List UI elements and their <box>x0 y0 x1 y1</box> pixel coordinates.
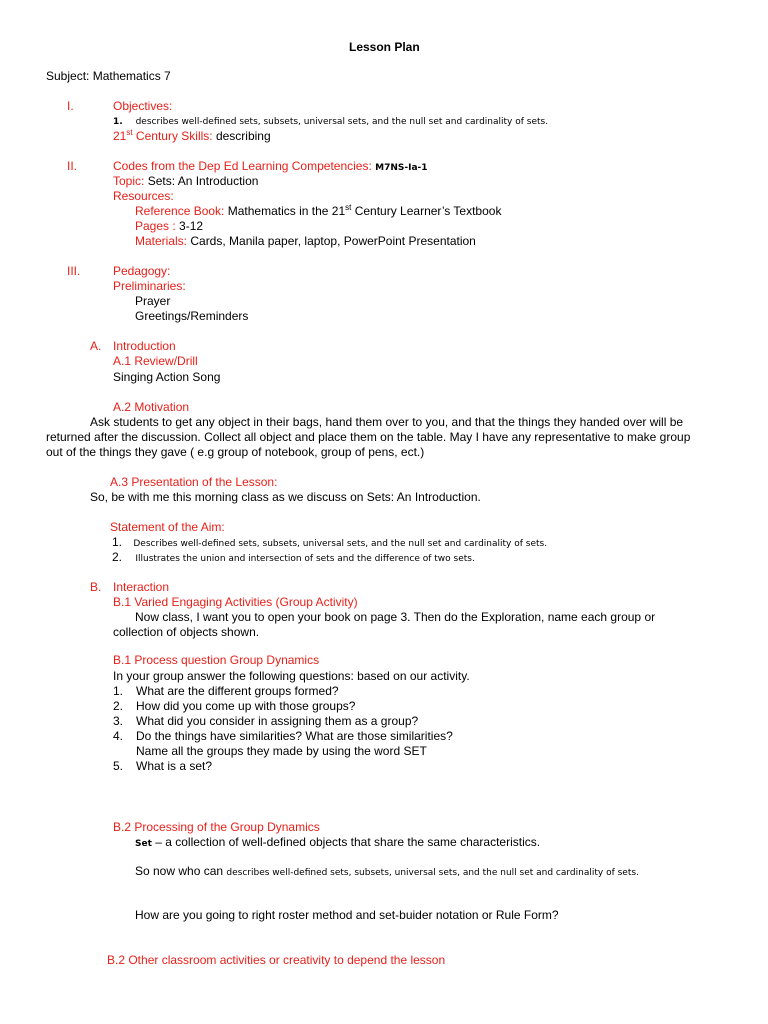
reference-label: Reference Book: <box>135 204 225 218</box>
topic-line <box>113 174 258 189</box>
question-text: What are the different groups formed? <box>136 684 339 698</box>
skills-number: 21 <box>113 129 127 143</box>
aim-1-text: Describes well-defined sets, subsets, universal sets, and the null set and cardinality of sets. <box>133 539 548 549</box>
part-a-letter: A. <box>90 339 102 353</box>
materials-line <box>135 234 476 249</box>
motivation-line-2: returned after the discussion. Collect all object and place them on the table. May I have any representative to make group <box>46 430 691 444</box>
other-activities-heading: B.2 Other classroom activities or creativity to depend the lesson <box>107 953 446 967</box>
presentation-heading: A.3 Presentation of the Lesson: <box>110 475 278 489</box>
presentation-text: So, be with me this morning class as we discuss on Sets: An Introduction. <box>90 490 481 504</box>
objective-1 <box>113 115 548 130</box>
reference-sup: st <box>345 203 352 212</box>
activity-line-2: collection of objects shown. <box>113 625 260 639</box>
reference-value: Mathematics in the 21 <box>224 204 346 218</box>
aim-item-2 <box>112 550 475 567</box>
topic-label: Topic: <box>113 174 145 188</box>
aim-1-number: 1. <box>112 535 123 549</box>
question-number: 5. <box>113 759 124 773</box>
so-now-line <box>135 864 639 881</box>
process-question-heading: B.1 Process question Group Dynamics <box>113 653 320 667</box>
question-number: 3. <box>113 714 124 728</box>
question-3 <box>113 714 419 729</box>
activity-line-1: Now class, I want you to open your book on page 3. Then do the Exploration, name each group or <box>135 610 656 624</box>
section-1-number: I. <box>67 99 74 113</box>
pages-label: Pages : <box>135 219 176 233</box>
century-skills <box>113 129 271 144</box>
question-2 <box>113 699 356 714</box>
resources-label: Resources: <box>113 189 174 203</box>
introduction-heading: Introduction <box>113 339 176 353</box>
question-text: How did you come up with those groups? <box>136 699 356 713</box>
motivation-line-1: Ask students to get any object in their bags, hand them over to you, and that the things they handed over will be <box>90 415 684 429</box>
objective-1-number: 1. <box>113 117 123 127</box>
pages-line <box>135 219 203 234</box>
question-number: 1. <box>113 684 124 698</box>
question-1 <box>113 684 339 699</box>
motivation-line-3: out of the things they gave ( e.g group of notebook, group of pens, ect.) <box>46 445 425 459</box>
codes-heading: Codes from the Dep Ed Learning Competencies: <box>113 159 372 173</box>
roster-question: How are you going to right roster method and set-buider notation or Rule Form? <box>135 908 559 922</box>
greetings-item: Greetings/Reminders <box>135 309 249 323</box>
skills-sup: st <box>126 128 133 137</box>
set-term: Set <box>135 839 152 849</box>
section-2-number: II. <box>67 159 78 173</box>
review-drill-text: Singing Action Song <box>113 370 221 384</box>
question-text: Do the things have similarities? What are those similarities? <box>136 729 453 743</box>
set-definition <box>135 835 540 852</box>
preliminaries-label: Preliminaries: <box>113 279 186 293</box>
aim-2-number: 2. <box>112 550 123 564</box>
objectives-heading: Objectives: <box>113 99 173 113</box>
motivation-heading: A.2 Motivation <box>113 400 190 414</box>
part-b-letter: B. <box>90 580 102 594</box>
so-now-objective: describes well-defined sets, subsets, universal sets, and the null set and cardinality of sets. <box>226 868 639 878</box>
aim-2-text: Illustrates the union and intersection of sets and the difference of two sets. <box>135 554 475 564</box>
so-now-text: So now who can <box>135 864 224 878</box>
topic-value: Sets: An Introduction <box>144 174 259 188</box>
question-4 <box>113 729 453 744</box>
question-text: What did you consider in assigning them as a group? <box>136 714 419 728</box>
materials-value: Cards, Manila paper, laptop, PowerPoint Presentation <box>187 234 476 248</box>
process-question-intro: In your group answer the following questions: based on our activity. <box>113 669 470 683</box>
prayer-item: Prayer <box>135 294 171 308</box>
competency-code: M7NS-Ia-1 <box>375 163 428 173</box>
objective-1-text: describes well-defined sets, subsets, universal sets, and the null set and cardinality of sets. <box>135 117 549 127</box>
interaction-heading: Interaction <box>113 580 170 594</box>
reference-value-end: Century Learner’s Textbook <box>351 204 502 218</box>
materials-label: Materials: <box>135 234 188 248</box>
review-drill-heading: A.1 Review/Drill <box>113 354 198 368</box>
subject-line: Subject: Mathematics 7 <box>46 69 171 83</box>
section-3-number: III. <box>67 264 81 278</box>
aim-heading: Statement of the Aim: <box>110 520 225 534</box>
set-definition-text: – a collection of well-defined objects that share the same characteristics. <box>151 835 541 849</box>
processing-heading: B.2 Processing of the Group Dynamics <box>113 820 320 834</box>
question-4-continued: Name all the groups they made by using the word SET <box>136 744 427 758</box>
question-number: 2. <box>113 699 124 713</box>
question-5 <box>113 759 213 774</box>
varied-activities-heading: B.1 Varied Engaging Activities (Group Activity) <box>113 595 358 609</box>
skills-value: describing <box>212 129 271 143</box>
question-text: What is a set? <box>136 759 213 773</box>
skills-label: Century Skills: <box>132 129 213 143</box>
page-title: Lesson Plan <box>349 40 420 54</box>
pages-value: 3-12 <box>175 219 204 233</box>
pedagogy-heading: Pedagogy: <box>113 264 171 278</box>
question-number: 4. <box>113 729 124 743</box>
reference-book-line <box>135 204 501 219</box>
